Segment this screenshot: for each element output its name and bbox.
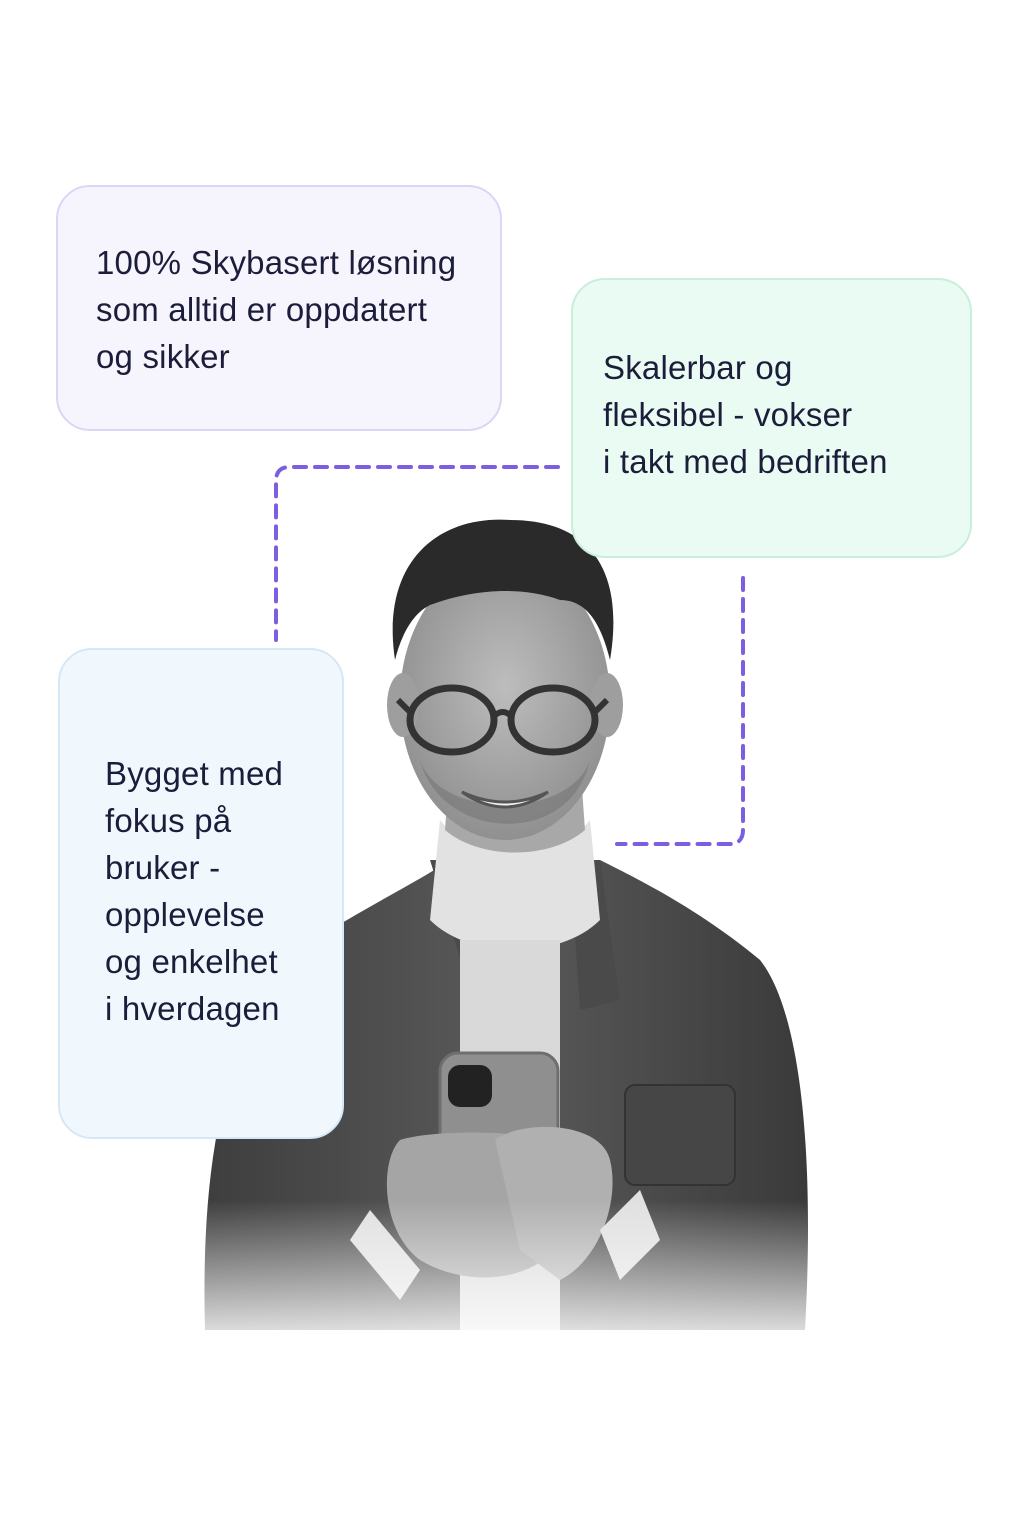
feature-card-scalable [571, 278, 972, 558]
feature-card-usability [58, 648, 344, 1139]
feature-card-cloud [56, 185, 502, 431]
feature-card-cloud-text: 100% Skybasert løsning som alltid er oppdatert og sikker [96, 244, 457, 375]
feature-card-usability-text: Bygget med fokus på bruker - opplevelse og enkelhet i hverdagen [105, 755, 284, 1027]
feature-card-scalable-text: Skalerbar og fleksibel - vokser i takt med bedriften [603, 349, 888, 480]
